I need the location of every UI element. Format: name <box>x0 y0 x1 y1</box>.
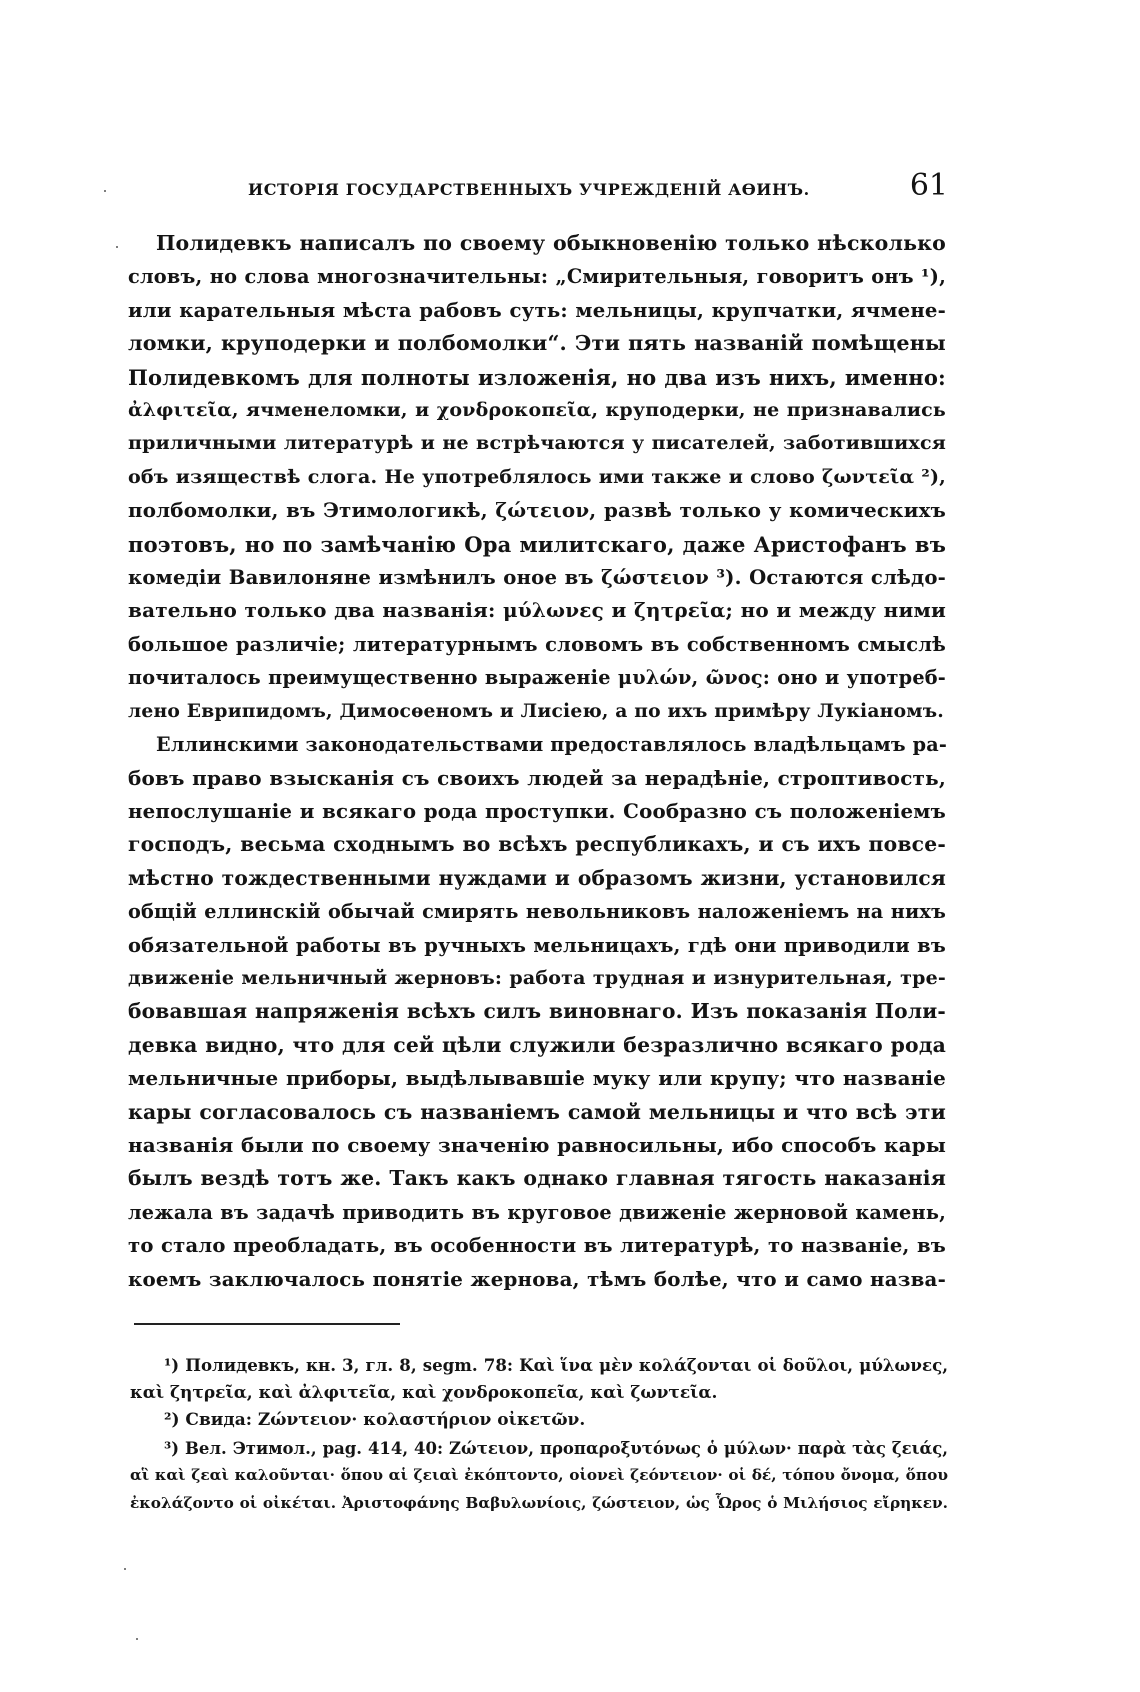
text-line: то стало преобладать, въ особенности въ литературѣ, то названіе, въ <box>128 1234 946 1258</box>
scan-speck <box>116 246 118 248</box>
footnote-line: καὶ ζητρεῖα, καὶ ἀλφιτεῖα, καὶ χονδροκοπεῖα, καὶ ζωντεῖα. <box>130 1382 718 1403</box>
text-line: общій еллинскій обычай смирять невольниковъ наложеніемъ на нихъ <box>128 900 946 924</box>
text-line: лено Еврипидомъ, Димосѳеномъ и Лисіею, а по ихъ примѣру Лукіаномъ. <box>128 699 944 722</box>
scan-speck <box>104 190 106 192</box>
text-line: Еллинскими законодательствами предоставлялось владѣльцамъ ра- <box>156 733 948 757</box>
scan-speck <box>136 1638 138 1640</box>
text-line: бовавшая напряженія всѣхъ силъ виновнаго. Изъ показанія Поли- <box>128 999 946 1024</box>
text-line: девка видно, что для сей цѣли служили безразлично всякаго рода <box>128 1032 946 1057</box>
footnote-line: ³) Вел. Этимол., pag. 414, 40: Ζώτειον, προπαροξυτόνως ὁ μύλων· παρὰ τὰς ζειάς, <box>164 1438 948 1458</box>
main-text <box>128 227 946 1296</box>
running-title: ИСТОРІЯ ГОСУДАРСТВЕННЫХЪ УЧРЕЖДЕНІЙ АѲИНЪ. <box>248 180 810 199</box>
footnote-line: ἐκολάζοντο οἱ οἰκέται. Ἀριστοφάνης Βαβυλωνίοις, ζώστειον, ὡς Ὧρος ὁ Μιλήσιος εἴρηκεν. <box>130 1493 948 1512</box>
text-line: кары согласовалось съ названіемъ самой мельницы и что всѣ эти <box>128 1099 946 1124</box>
text-line: Полидевкомъ для полноты изложенія, но два изъ нихъ, именно: <box>128 364 946 390</box>
text-line: полбомолки, въ Этимологикѣ, ζώτειον, развѣ только у комическихъ <box>128 498 946 523</box>
text-line: приличными литературѣ и не встрѣчаются у писателей, заботившихся <box>128 432 946 455</box>
text-line: словъ, но слова многозначительны: „Смирительныя, говоритъ онъ ¹), <box>128 265 946 289</box>
text-line: ἀλφιτεῖα, ячменеломки, и χονδροκοπεῖα, круподерки, не признавались <box>128 399 946 422</box>
text-line: названія были по своему значенію равносильны, ибо способъ кары <box>128 1132 946 1157</box>
footnote-line: ¹) Полидевкъ, кн. 3, гл. 8, segm. 78: Καὶ ἵνα μὲν κολάζονται οἱ δοῦλοι, μύλωνες, <box>164 1355 948 1375</box>
text-line: былъ вездѣ тотъ же. Такъ какъ однако главная тягость наказанія <box>128 1166 946 1191</box>
text-line: комедіи Вавилоняне измѣнилъ оное въ ζώστειον ³). Остаются слѣдо- <box>128 566 946 590</box>
text-line: Полидевкъ написалъ по своему обыкновенію только нѣсколько <box>156 231 946 255</box>
scan-speck <box>124 1568 126 1570</box>
text-line: или карательныя мѣста рабовъ суть: мельницы, крупчатки, ячмене- <box>128 298 946 322</box>
text-line: большое различіе; литературнымъ словомъ въ собственномъ смыслѣ <box>128 632 946 656</box>
text-line: ломки, круподерки и полбомолки“. Эти пять названій помѣщены <box>128 331 946 356</box>
text-line: коемъ заключалось понятіе жернова, тѣмъ болѣе, что и само назва- <box>128 1266 946 1291</box>
footnote-line: αἳ καὶ ζεαὶ καλοῦνται· ὅπου αἱ ζειαὶ ἐκόπτοντο, οἱονεὶ ζεόντειον· οἱ δέ, τόπου ὄνομα, ὅπου <box>130 1466 948 1484</box>
text-line: почиталось преимущественно выраженіе μυλών, ῶνος: оно и употреб- <box>128 666 946 690</box>
text-line: вательно только два названія: μύλωνες и ζητρεῖα; но и между ними <box>128 598 946 623</box>
footnotes <box>130 1352 948 1517</box>
page-number: 61 <box>909 168 948 203</box>
text-line: бовъ право взысканія съ своихъ людей за нерадѣніе, строптивость, <box>128 765 946 790</box>
text-line: обязательной работы въ ручныхъ мельницахъ, гдѣ они приводили въ <box>128 933 946 957</box>
text-line: лежала въ задачѣ приводить въ круговое движеніе жерновой камень, <box>128 1200 946 1224</box>
text-line: мельничные приборы, выдѣлывавшіе муку или крупу; что названіе <box>128 1066 946 1091</box>
text-line: непослушаніе и всякаго рода проступки. Сообразно съ положеніемъ <box>128 798 946 823</box>
text-line: господъ, весьма сходнымъ во всѣхъ республикахъ, и съ ихъ повсе- <box>128 832 946 857</box>
text-line: поэтовъ, но по замѣчанію Ора милитскаго, даже Аристофанъ въ <box>128 531 946 557</box>
footnote-divider <box>134 1323 400 1325</box>
footnote-line: ²) Свида: Ζώντειον· κολαστήριον οἰκετῶν. <box>164 1410 586 1430</box>
running-head <box>130 168 950 208</box>
text-line: мѣстно тождественными нуждами и образомъ жизни, установился <box>128 865 946 890</box>
text-line: объ изяществѣ слога. Не употреблялось ими также и слово ζωντεῖα ²), <box>128 465 946 488</box>
text-line: движеніе мельничный жерновъ: работа трудная и изнурительная, тре- <box>128 966 946 989</box>
